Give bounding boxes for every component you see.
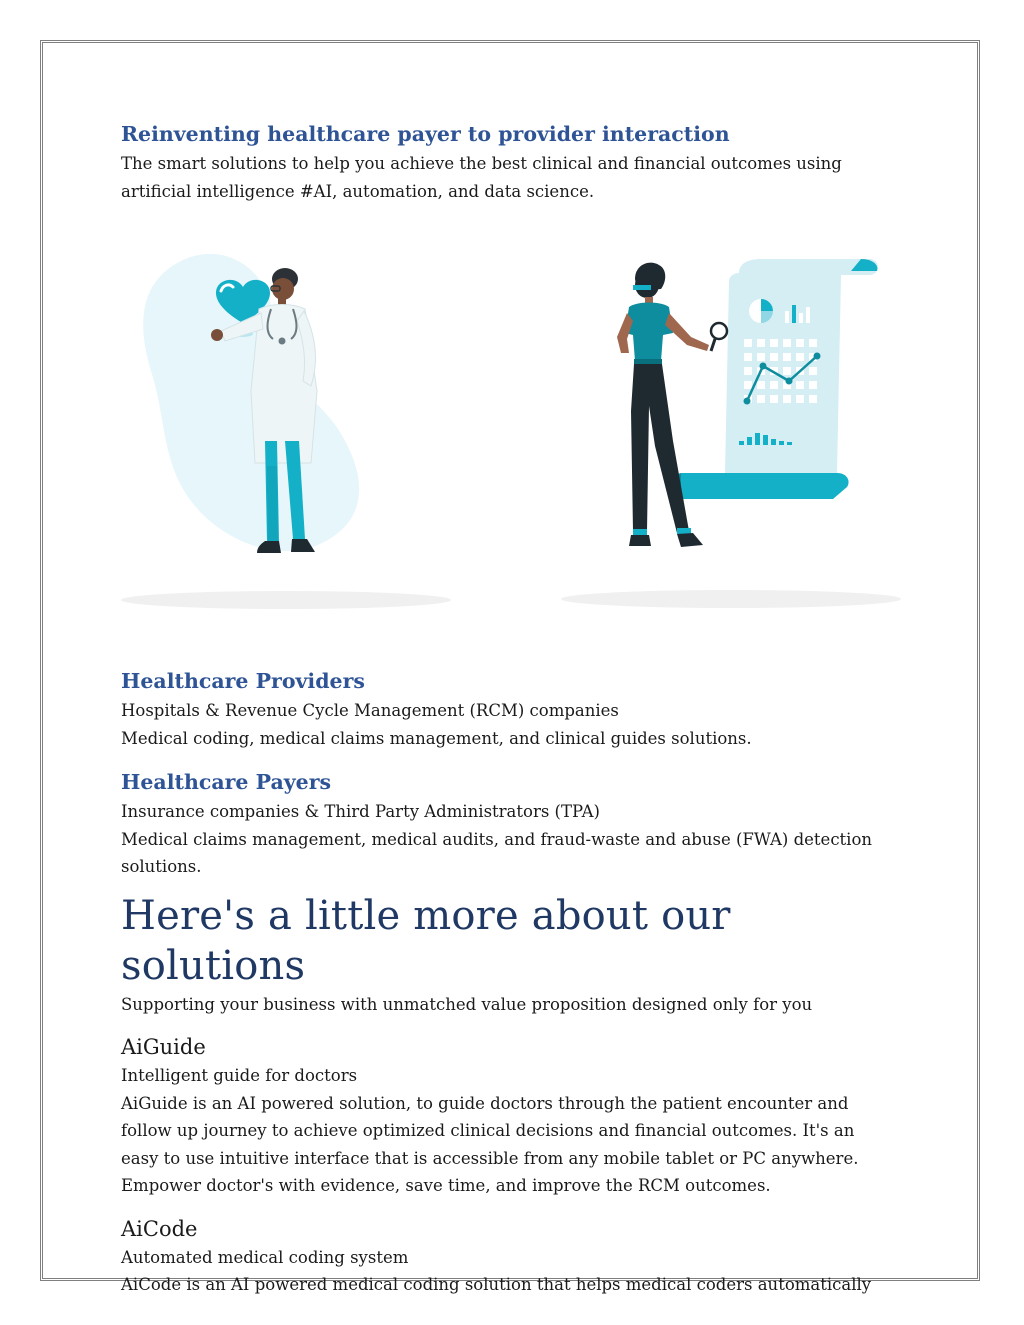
hero-illustration-svg bbox=[121, 241, 911, 621]
report-scroll bbox=[672, 259, 878, 499]
right-ground-shadow bbox=[561, 590, 901, 608]
spacer bbox=[121, 1200, 911, 1214]
providers-line-1: Hospitals & Revenue Cycle Management (RCM) companies bbox=[121, 701, 619, 720]
spacer bbox=[121, 1018, 911, 1032]
pie-chart-icon bbox=[749, 299, 773, 323]
intro-heading: Reinventing healthcare payer to provider interaction bbox=[121, 122, 730, 146]
aicode-line-1: AiCode is an AI powered medical coding solution that helps medical coders automatically bbox=[121, 1275, 872, 1294]
hero-illustration bbox=[121, 241, 911, 621]
document-content bbox=[121, 118, 911, 1299]
intro-line-2: artificial intelligence #AI, automation, and data science. bbox=[121, 181, 595, 201]
aiguide-line-3: easy to use intuitive interface that is accessible from any mobile tablet or PC anywhere. bbox=[121, 1148, 859, 1168]
payers-heading: Healthcare Payers bbox=[121, 770, 332, 794]
payers-line-3: solutions. bbox=[121, 857, 202, 876]
solutions-title: Here's a little more about our solutions bbox=[121, 892, 731, 989]
aicode-tagline: Automated medical coding system bbox=[121, 1247, 409, 1267]
left-ground-shadow bbox=[121, 591, 451, 609]
providers-heading: Healthcare Providers bbox=[121, 669, 365, 693]
payers-line-1: Insurance companies & Third Party Administrators (TPA) bbox=[121, 802, 600, 821]
spacer bbox=[121, 621, 911, 665]
intro-line-1: The smart solutions to help you achieve the best clinical and financial outcomes using bbox=[121, 154, 842, 173]
aiguide-tagline: Intelligent guide for doctors bbox=[121, 1066, 358, 1085]
aicode-heading: AiCode bbox=[121, 1216, 198, 1241]
payers-line-2: Medical claims management, medical audits, and fraud-waste and abuse (FWA) detection bbox=[121, 829, 873, 849]
magnifier-icon bbox=[711, 323, 727, 351]
spacer bbox=[121, 881, 911, 891]
solutions-subtitle: Supporting your business with unmatched value proposition designed only for you bbox=[121, 994, 813, 1014]
spacer bbox=[121, 752, 911, 766]
aiguide-line-1: AiGuide is an AI powered solution, to guide doctors through the patient encounter and bbox=[121, 1093, 849, 1113]
aiguide-line-2: follow up journey to achieve optimized clinical decisions and financial outcomes. It's an bbox=[121, 1121, 855, 1140]
analyst-figure bbox=[617, 263, 727, 547]
aiguide-line-4: Empower doctor's with evidence, save time, and improve the RCM outcomes. bbox=[121, 1176, 771, 1195]
providers-line-2: Medical coding, medical claims management, and clinical guides solutions. bbox=[121, 728, 752, 748]
aiguide-heading: AiGuide bbox=[121, 1035, 206, 1059]
